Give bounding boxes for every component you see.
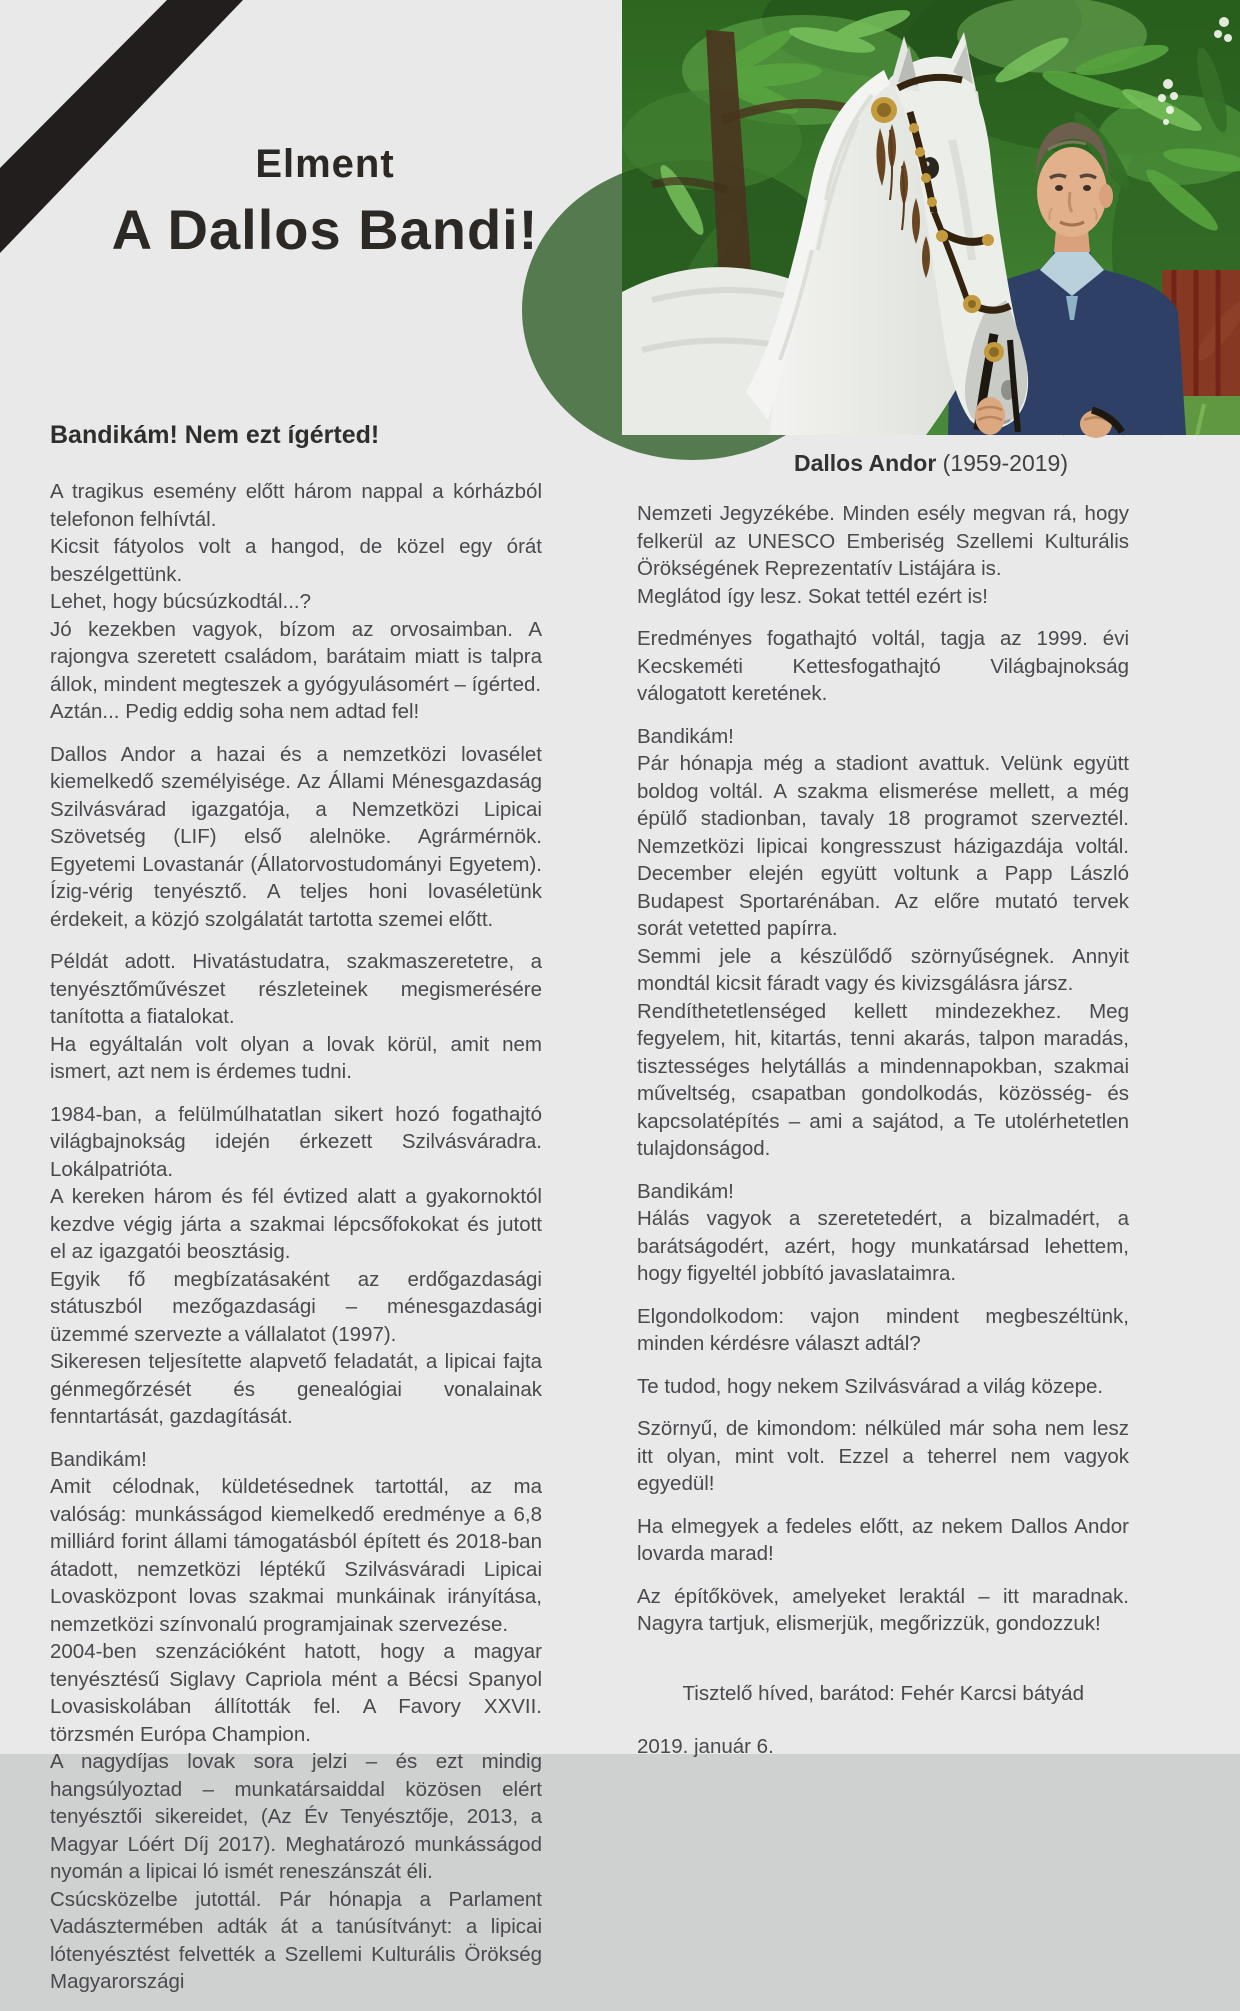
text-line: Te tudod, hogy nekem Szilvásvárad a világ közepe. [637, 1374, 1104, 1398]
paragraph [50, 1446, 542, 1996]
text-line: Hálás vagyok a szeretetedért, a bizalmadért, a barátságodért, azért, hogy munkatársad lehettem, hogy figyeltél jobbító javaslataimra. [637, 1207, 1129, 1285]
title-line-elment: Elment [255, 142, 395, 186]
text-line: Elgondolkodom: vajon mindent megbeszéltünk, minden kérdésre választ adtál? [637, 1304, 1129, 1355]
text-line: Csúcsközelbe jutottál. Pár hónapja a Parlament Vadásztermében adták át a tanúsítványt: a lipicai lótenyésztést felvették a Szellemi Kulturális Örökség Magyarországi [50, 1887, 542, 1993]
right-column [637, 500, 1129, 1761]
paragraph [50, 948, 542, 1086]
text-line: Aztán... Pedig eddig soha nem adtad fel! [50, 700, 420, 723]
signature-line: Tisztelő híved, barátod: Fehér Karcsi bátyád [682, 1681, 1084, 1705]
text-line: Dallos Andor a hazai és a nemzetközi lovasélet kiemelkedő személyisége. Az Állami Ménesgazdaság Szilvásvárad igazgatója, a Nemzetközi Lipicai Szövetség (LIF) első alelnöke. Agrármérnök. Egyetemi Lovastanár (Állatorvostudományi Egyetem). Ízig-vérig tenyésztő. A teljes honi lovaséletünk érdekeit, a közjó szolgálatát tartotta szemei előtt. [50, 742, 542, 931]
text-line: A kereken három és fél évtized alatt a gyakornoktól kezdve végig járta a szakmai lépcsőfokokat és jutott el az igazgatói beosztásig. [50, 1185, 542, 1263]
left-column-body [50, 478, 542, 1996]
text-line: Rendíthetetlenséged kellett mindezekhez. Meg fegyelem, hit, kitartás, tenni akarás, talpon maradás, tisztességes helytállás a mindennapokban, szakmai műveltség, csapatban gondolkodás, közösség- és kapcsolatépítés – ami a sajátod, a Te utolérhetetlen tulajdonságod. [637, 999, 1129, 1160]
text-line: Nemzeti Jegyzékébe. Minden esély megvan rá, hogy felkerül az UNESCO Emberiség Szellemi Kulturális Örökségének Reprezentatív Listájára is. [637, 502, 1129, 580]
page-title [50, 142, 600, 262]
paragraph [637, 500, 1129, 610]
paragraph [637, 1303, 1129, 1358]
memorial-photo [622, 0, 1240, 435]
text-line: Meglátod így lesz. Sokat tettél ezért is! [637, 584, 988, 608]
text-line: Ha egyáltalán volt olyan a lovak körül, amit nem ismert, azt nem is érdemes tudni. [50, 1032, 542, 1083]
caption-years: (1959-2019) [936, 450, 1068, 476]
paragraph [50, 1101, 542, 1431]
text-line: Pár hónapja még a stadiont avattuk. Velünk együtt boldog voltál. A szakma elismerése mellett, a még épülő stadionban, tavaly 18 programot szerveztél. Nemzetközi lipicai kongresszust házigazdája voltál. December elején együtt voltunk a Papp László Budapest Sportarénában. Az előre mutató tervek sorát vetetted papírra. [637, 752, 1129, 940]
paragraph [637, 1415, 1129, 1498]
text-line: Egyik fő megbízatásaként az erdőgazdasági státuszból mezőgazdasági – ménesgazdasági üzemmé szervezte a vállalatot (1997). [50, 1267, 542, 1346]
text-line: Eredményes fogathajtó voltál, tagja az 1999. évi Kecskeméti Kettesfogathajtó Világbajnokság válogatott keretének. [637, 627, 1129, 705]
text-line: Jó kezekben vagyok, bízom az orvosaimban. A rajongva szeretett családom, barátaim miatt is talpra állok, mindent megteszek a gyógyulásomért – ígérted. [50, 617, 542, 696]
text-line: Amit célodnak, küldetésednek tartottál, az ma valóság: munkásságod kiemelkedő eredménye a 6,8 milliárd forint állami támogatásból épített és 2018-ban átadott, nemzetközi léptékű Szilvásváradi Lipicai Lovasközpont lovas szakmai munkáinak irányítása, nemzetközi színvonalú programjainak szervezése. [50, 1475, 542, 1636]
text-line: Az építőkövek, amelyeket leraktál – itt maradnak. Nagyra tartjuk, elismerjük, megőrizzük, gondozzuk! [637, 1584, 1129, 1635]
text-line: Sikeresen teljesítette alapvető feladatát, a lipicai fajta génmegőrzését és genealógiai vonalainak fenntartását, gazdagítását. [50, 1350, 542, 1428]
horse-and-man-illustration [622, 0, 1240, 435]
left-column-heading: Bandikám! Nem ezt ígérted! [50, 421, 380, 449]
text-line: 1984-ban, a felülmúlhatatlan sikert hozó fogathajtó világbajnokság idején érkezett Szilvásváradra. Lokálpatrióta. [50, 1102, 542, 1181]
text-line: Lehet, hogy búcsúzkodtál...? [50, 590, 311, 613]
text-line: Bandikám! [50, 1447, 147, 1471]
text-line: Kicsit fátyolos volt a hangod, de közel egy órát beszélgettünk. [50, 535, 542, 586]
text-line: Szörnyű, de kimondom: nélküled már soha nem lesz itt olyan, mint volt. Ezzel a teherrel nem vagyok egyedül! [637, 1417, 1129, 1495]
paragraph [50, 741, 542, 934]
paragraph [50, 478, 542, 726]
text-line: A nagydíjas lovak sora jelzi – és ezt mindig hangsúlyoztad – munkatársaiddal közösen elért tenyésztői sikereidet, (Az Év Tenyésztője, 2013, a Magyar Lóért Díj 2017). Meghatározó munkásságod nyomán a lipicai ló ismét reneszánszát éli. [50, 1750, 542, 1883]
paragraph [637, 1373, 1129, 1401]
paragraph [637, 1178, 1129, 1288]
text-line: A tragikus esemény előtt három nappal a kórházból telefonon felhívtál. [50, 480, 542, 531]
right-column-body [637, 500, 1129, 1638]
text-line: 2004-ben szenzációként hatott, hogy a magyar tenyésztésű Siglavy Capriola mént a Bécsi Spanyol Lovasiskolában állították fel. A Favory XXVII. törzsmén Európa Champion. [50, 1640, 542, 1746]
paragraph [637, 723, 1129, 1163]
text-line: Bandikám! [637, 1179, 734, 1203]
text-line: Bandikám! [637, 724, 734, 748]
date-line: 2019. január 6. [637, 1735, 774, 1758]
title-line-name: A Dallos Bandi! [111, 198, 539, 261]
text-line: Ha elmegyek a fedeles előtt, az nekem Dallos Andor lovarda marad! [637, 1514, 1129, 1565]
paragraph [637, 1513, 1129, 1568]
paragraph [637, 1583, 1129, 1638]
text-line: Példát adott. Hivatástudatra, szakmaszeretetre, a tenyésztőművészet részleteinek megismerésére tanította a fiatalokat. [50, 950, 542, 1028]
left-column [50, 420, 542, 2011]
text-line: Semmi jele a készülődő szörnyűségnek. Annyit mondtál kicsit fáradt vagy és kivizsgálásra jársz. [637, 944, 1129, 995]
caption-name: Dallos Andor [794, 450, 937, 476]
paragraph [637, 625, 1129, 708]
photo-caption [622, 450, 1240, 477]
